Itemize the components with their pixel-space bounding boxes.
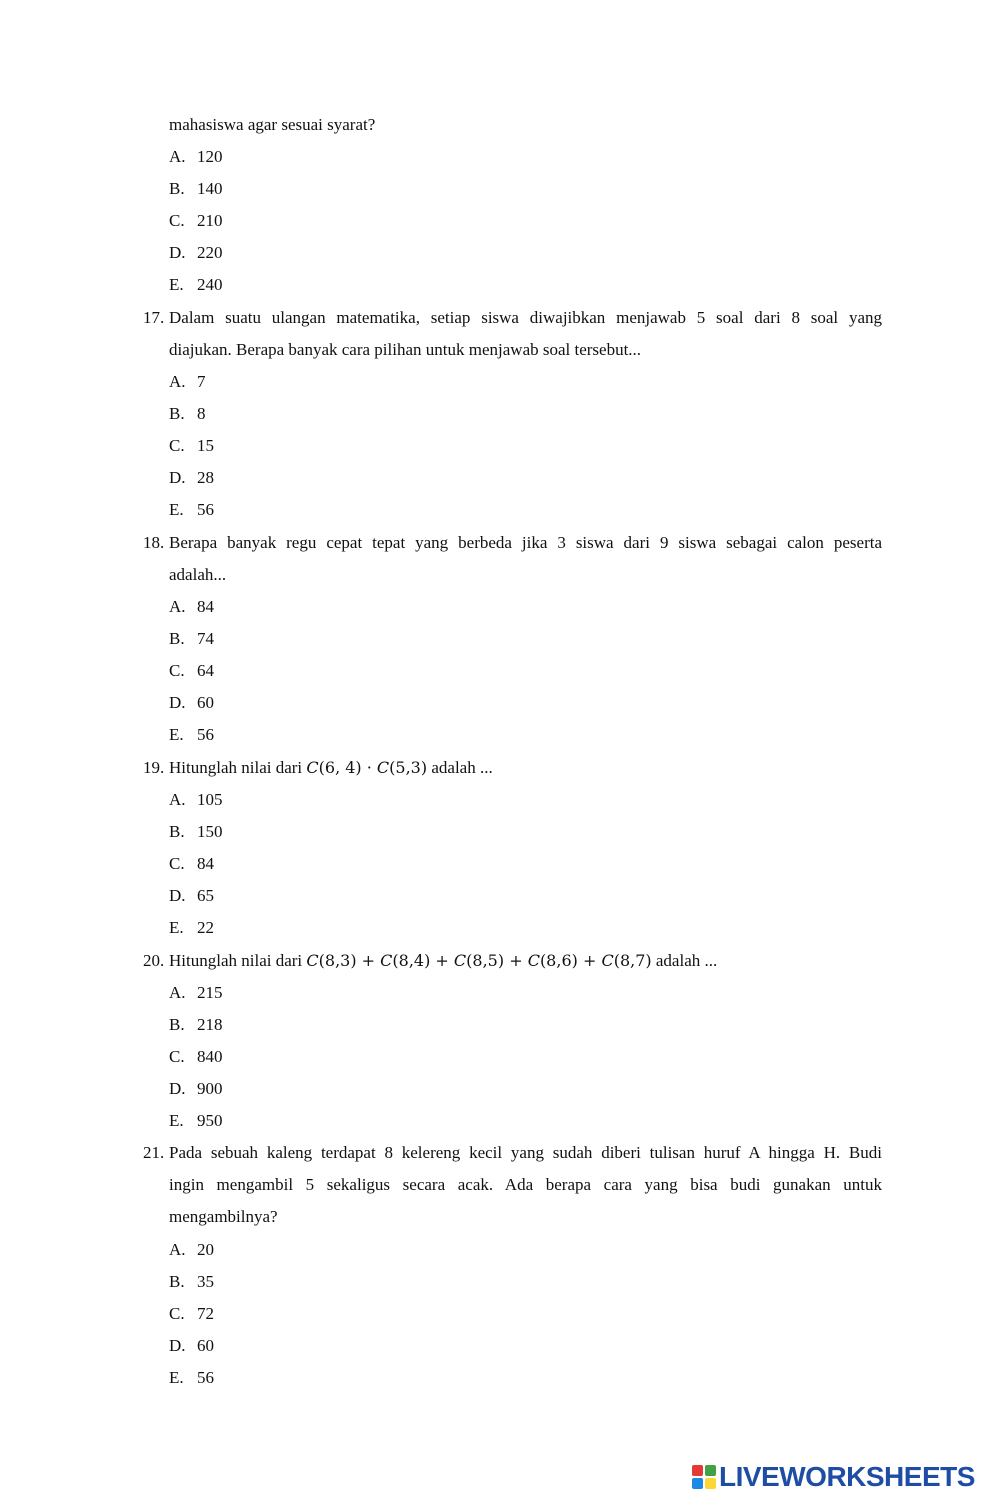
q17-option-e[interactable]: E. 56	[169, 500, 214, 519]
q20-option-d[interactable]: D. 900	[169, 1079, 223, 1098]
question-text: Pada sebuah kaleng terdapat 8 kelereng kecil yang sudah diberi tulisan huruf A hingga H. Budi ingin mengambil 5 sekaligus secara acak. Ada berapa cara yang bisa budi gunakan untuk mengambilnya?	[169, 1143, 882, 1226]
logo-tile-green	[705, 1465, 716, 1476]
q19-option-b[interactable]: B. 150	[169, 822, 223, 841]
q17-option-d[interactable]: D. 28	[169, 468, 214, 487]
q17-option-c[interactable]: C. 15	[169, 436, 214, 455]
question-number: 19.	[143, 758, 165, 777]
q17-option-a[interactable]: A. 7	[169, 372, 206, 391]
q17-option-b[interactable]: B. 8	[169, 404, 206, 423]
liveworksheets-logo-icon	[692, 1465, 716, 1489]
q20-option-a[interactable]: A. 215	[169, 983, 223, 1002]
question-text: Hitunglah nilai dari C(8,3) + C(8,4) + C(8,5) + C(8,6) + C(8,7) adalah ...	[169, 951, 718, 970]
q19-option-c[interactable]: C. 84	[169, 854, 214, 873]
question-text: Berapa banyak regu cepat tepat yang berbeda jika 3 siswa dari 9 siswa sebagai calon peserta adalah...	[169, 533, 882, 584]
question-text: Dalam suatu ulangan matematika, setiap siswa diwajibkan menjawab 5 soal dari 8 soal yang diajukan. Berapa banyak cara pilihan untuk menjawab soal tersebut...	[169, 308, 882, 359]
q18-option-e[interactable]: E. 56	[169, 725, 214, 744]
q19-option-a[interactable]: A. 105	[169, 790, 223, 809]
logo-tile-blue	[692, 1478, 703, 1489]
q21-option-b[interactable]: B. 35	[169, 1272, 214, 1291]
q20-option-b[interactable]: B. 218	[169, 1015, 223, 1034]
q18-option-d[interactable]: D. 60	[169, 693, 214, 712]
logo-tile-yellow	[705, 1478, 716, 1489]
question-text: Hitunglah nilai dari C(6, 4) · C(5,3) adalah ...	[169, 758, 493, 777]
question-number: 20.	[143, 951, 165, 970]
formula: C(8,3) + C(8,4) + C(8,5) + C(8,6) + C(8,7)	[306, 951, 652, 970]
q16-option-d[interactable]: D. 220	[169, 243, 223, 262]
q16-option-c[interactable]: C. 210	[169, 211, 223, 230]
q20-option-c[interactable]: C. 840	[169, 1047, 223, 1066]
q19-option-e[interactable]: E. 22	[169, 918, 214, 937]
q21-option-e[interactable]: E. 56	[169, 1368, 214, 1387]
q18-option-a[interactable]: A. 84	[169, 597, 214, 616]
question-16-continuation: mahasiswa agar sesuai syarat?	[169, 115, 376, 134]
q16-option-b[interactable]: B. 140	[169, 179, 223, 198]
q21-option-c[interactable]: C. 72	[169, 1304, 214, 1323]
question-20	[143, 950, 882, 972]
q18-option-b[interactable]: B. 74	[169, 629, 214, 648]
question-number: 18.	[143, 533, 165, 552]
brand-name: LIVEWORKSHEETS	[719, 1461, 975, 1492]
q16-option-a[interactable]: A. 120	[169, 147, 223, 166]
q19-option-d[interactable]: D. 65	[169, 886, 214, 905]
liveworksheets-brand[interactable]	[692, 1462, 975, 1492]
question-18	[143, 532, 882, 596]
q16-option-e[interactable]: E. 240	[169, 275, 223, 294]
q21-option-a[interactable]: A. 20	[169, 1240, 214, 1259]
question-number: 21.	[143, 1143, 165, 1162]
question-19	[143, 757, 882, 779]
q18-option-c[interactable]: C. 64	[169, 661, 214, 680]
question-number: 17.	[143, 308, 165, 327]
question-17	[143, 307, 882, 371]
formula: C(6, 4) · C(5,3)	[306, 758, 428, 777]
logo-tile-red	[692, 1465, 703, 1476]
q20-option-e[interactable]: E. 950	[169, 1111, 223, 1130]
question-21	[143, 1142, 882, 1238]
q21-option-d[interactable]: D. 60	[169, 1336, 214, 1355]
